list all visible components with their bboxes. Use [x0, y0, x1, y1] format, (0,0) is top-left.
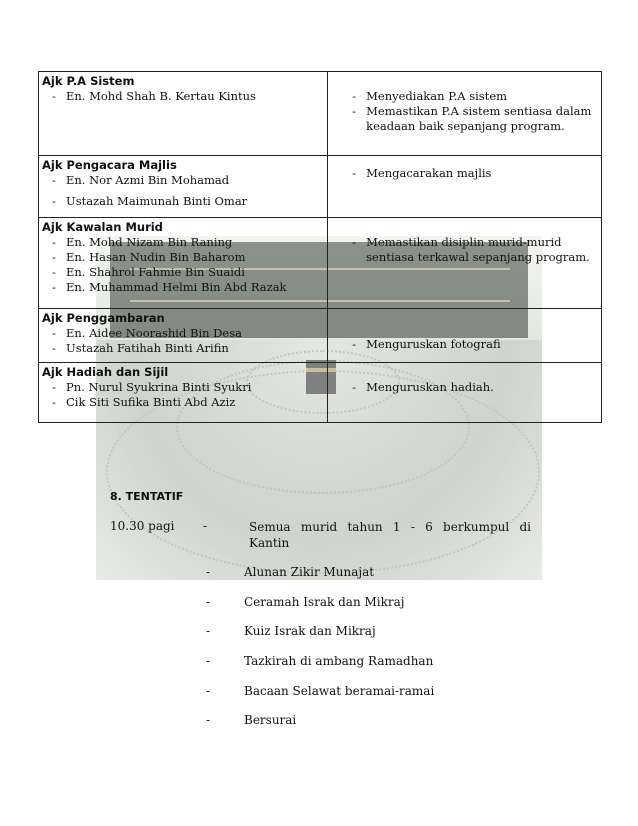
committee-duty: - Menguruskan hadiah.	[350, 380, 598, 395]
committee-duty-list	[350, 337, 598, 352]
committee-member: - En. Mohd Nizam Bin Raning	[46, 235, 324, 250]
committee-duties-cell	[328, 363, 602, 423]
committee-members-cell	[39, 218, 328, 309]
committee-member: - Ustazah Maimunah Binti Omar	[46, 194, 324, 209]
tentatif-first-item: Semua murid tahun 1 - 6 berkumpul di Kantin	[249, 520, 531, 550]
tentatif-item-text: Bacaan Selawat beramai-ramai	[244, 684, 435, 698]
committee-members-cell	[39, 309, 328, 363]
committee-duty-list	[350, 380, 598, 395]
committee-title: Ajk Pengacara Majlis	[42, 158, 177, 172]
committee-member: - En. Hasan Nudin Bin Baharom	[46, 250, 324, 265]
committee-member: - Cik Siti Sufika Binti Abd Aziz	[46, 395, 324, 410]
committee-member: - Ustazah Fatihah Binti Arifin	[46, 341, 324, 356]
committee-member-list	[42, 235, 324, 295]
tentatif-item-text: Tazkirah di ambang Ramadhan	[244, 654, 434, 668]
committee-table	[38, 71, 602, 423]
committee-title: Ajk Hadiah dan Sijil	[42, 365, 169, 379]
committee-row	[39, 156, 602, 218]
committee-title: Ajk P.A Sistem	[42, 74, 135, 88]
committee-duty: - Memastikan P.A sistem sentiasa dalam keadaan baik sepanjang program.	[350, 104, 598, 134]
committee-duties-cell	[328, 218, 602, 309]
tentatif-time: 10.30 pagi	[110, 519, 175, 533]
tentatif-item	[206, 684, 434, 698]
committee-duties-cell	[328, 72, 602, 156]
committee-member-list	[42, 326, 324, 356]
tentatif-item	[206, 713, 296, 727]
committee-duty: - Memastikan disiplin murid-murid sentiasa terkawal sepanjang program.	[350, 235, 598, 265]
committee-member: - En. Nor Azmi Bin Mohamad	[46, 173, 324, 188]
tentatif-item-dash: -	[206, 624, 211, 638]
tentatif-item-dash: -	[206, 595, 211, 609]
tentatif-item-text: Ceramah Israk dan Mikraj	[244, 595, 405, 609]
committee-members-cell	[39, 363, 328, 423]
committee-members-cell	[39, 156, 328, 218]
committee-duty-list	[350, 166, 598, 181]
tentatif-item-text: Kuiz Israk dan Mikraj	[244, 624, 376, 638]
committee-member: - En. Aidee Noorashid Bin Desa	[46, 326, 324, 341]
committee-member: - En. Mohd Shah B. Kertau Kintus	[46, 89, 324, 104]
committee-row	[39, 72, 602, 156]
tentatif-item	[206, 595, 405, 609]
tentatif-heading: 8. TENTATIF	[110, 490, 184, 503]
committee-row	[39, 218, 602, 309]
committee-duty: - Menguruskan fotografi	[350, 337, 598, 352]
committee-row	[39, 363, 602, 423]
committee-member-list	[42, 89, 324, 104]
committee-member: - En. Muhammad Helmi Bin Abd Razak	[46, 280, 324, 295]
committee-duty-list	[350, 89, 598, 134]
tentatif-item	[206, 654, 433, 668]
committee-title: Ajk Kawalan Murid	[42, 220, 163, 234]
committee-member: - En. Shahrol Fahmie Bin Suaidi	[46, 265, 324, 280]
committee-duties-cell	[328, 309, 602, 363]
committee-duties-cell	[328, 156, 602, 218]
committee-member-list	[42, 380, 324, 410]
committee-members-cell	[39, 72, 328, 156]
committee-row	[39, 309, 602, 363]
tentatif-item-dash: -	[206, 713, 211, 727]
committee-duty: - Mengacarakan majlis	[350, 166, 598, 181]
tentatif-item-dash: -	[206, 654, 211, 668]
committee-duty-list	[350, 235, 598, 265]
tentatif-dash: -	[203, 519, 208, 533]
committee-title: Ajk Penggambaran	[42, 311, 165, 325]
tentatif-item-text: Bersurai	[244, 713, 297, 727]
tentatif-item	[206, 565, 374, 579]
tentatif-item	[206, 624, 376, 638]
committee-member-list	[42, 173, 324, 209]
committee-member: - Pn. Nurul Syukrina Binti Syukri	[46, 380, 324, 395]
committee-duty: - Menyediakan P.A sistem	[350, 89, 598, 104]
tentatif-item-text: Alunan Zikir Munajat	[244, 565, 375, 579]
tentatif-item-dash: -	[206, 684, 211, 698]
tentatif-item-dash: -	[206, 565, 211, 579]
